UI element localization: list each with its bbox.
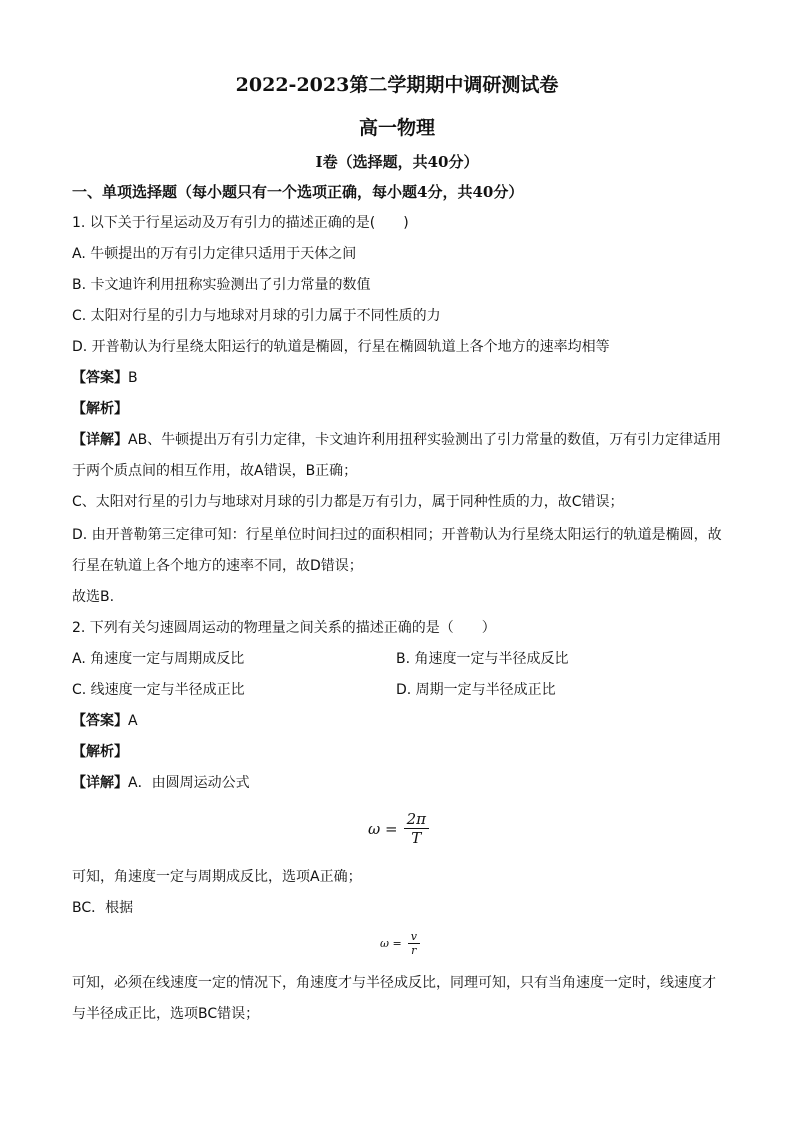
q2-option-b: B. 角速度一定与半径成反比 bbox=[396, 651, 569, 667]
detail-label: 【详解】 bbox=[72, 432, 128, 448]
q2-stem: 2. 下列有关匀速圆周运动的物理量之间关系的描述正确的是（ ） bbox=[72, 620, 496, 636]
q2-option-a: A. 角速度一定与周期成反比 bbox=[72, 651, 245, 667]
formula-lhs: ω = bbox=[380, 937, 402, 950]
formula-lhs: ω = bbox=[368, 819, 398, 838]
formula-numerator: v bbox=[408, 930, 420, 944]
q1-conclusion: 故选B. bbox=[72, 589, 115, 605]
q2-detail-row-2: 可知，角速度一定与周期成反比，选项A正确； bbox=[72, 869, 362, 885]
q1-answer-value: B bbox=[128, 370, 138, 386]
section-heading: 一、单项选择题（每小题只有一个选项正确，每小题4分，共40分） bbox=[72, 183, 524, 201]
part-heading: Ⅰ卷（选择题，共40分） bbox=[315, 153, 479, 171]
q1-option-d: D. 开普勒认为行星绕太阳运行的轨道是椭圆，行星在椭圆轨道上各个地方的速率均相等 bbox=[72, 339, 610, 355]
q2-detail-row-3: BC．根据 bbox=[72, 900, 134, 916]
answer-label: 【答案】 bbox=[72, 370, 128, 386]
q2-detail-row-5: 与半径成正比，选项BC错误； bbox=[72, 1006, 260, 1022]
q2-detail-row-1 bbox=[72, 773, 250, 793]
formula-denominator: T bbox=[411, 829, 422, 847]
q2-answer-row bbox=[72, 711, 138, 731]
q1-answer-row bbox=[72, 368, 138, 388]
q1-detail-row-3: C、太阳对行星的引力与地球对月球的引力都是万有引力，属于同种性质的力，故C错误； bbox=[72, 494, 624, 510]
q1-detail-text: AB、牛顿提出万有引力定律，卡文迪许利用扭秤实验测出了引力常量的数值，万有引力定律适用 bbox=[128, 432, 722, 448]
q2-detail-row-4: 可知，必须在线速度一定的情况下，角速度才与半径成反比，同理可知，只有当角速度一定时，线速度才 bbox=[72, 975, 716, 991]
q2-detail-text: A．由圆周运动公式 bbox=[128, 775, 250, 791]
answer-label: 【答案】 bbox=[72, 713, 128, 729]
analysis-label: 【解析】 bbox=[72, 401, 128, 417]
q1-option-b: B. 卡文迪许利用扭称实验测出了引力常量的数值 bbox=[72, 277, 371, 293]
formula-omega-velocity bbox=[380, 930, 420, 957]
q1-stem: 1. 以下关于行星运动及万有引力的描述正确的是( ) bbox=[72, 215, 409, 231]
q1-analysis-label bbox=[72, 399, 128, 419]
q2-analysis-label bbox=[72, 742, 128, 762]
exam-title: 2022-2023第二学期期中调研测试卷 bbox=[235, 74, 559, 96]
q2-answer-value: A bbox=[128, 713, 138, 729]
formula-fraction bbox=[404, 810, 429, 847]
detail-label: 【详解】 bbox=[72, 775, 128, 791]
q1-option-a: A. 牛顿提出的万有引力定律只适用于天体之间 bbox=[72, 246, 357, 262]
q2-option-c: C. 线速度一定与半径成正比 bbox=[72, 682, 245, 698]
subject-title: 高一物理 bbox=[358, 117, 435, 139]
q1-option-c: C. 太阳对行星的引力与地球对月球的引力属于不同性质的力 bbox=[72, 308, 441, 324]
analysis-label: 【解析】 bbox=[72, 744, 128, 760]
formula-denominator: r bbox=[411, 944, 417, 957]
q1-detail-row-2: 于两个质点间的相互作用，故A错误，B正确； bbox=[72, 463, 358, 479]
q1-detail-row-1 bbox=[72, 430, 721, 450]
formula-omega-period bbox=[368, 810, 429, 847]
q1-detail-row-4: D. 由开普勒第三定律可知：行星单位时间扫过的面积相同；开普勒认为行星绕太阳运行的轨道是椭圆，故 bbox=[72, 527, 722, 543]
q2-option-d: D. 周期一定与半径成正比 bbox=[396, 682, 556, 698]
formula-numerator: 2π bbox=[404, 810, 429, 829]
q1-detail-row-5: 行星在轨道上各个地方的速率不同，故D错误； bbox=[72, 558, 363, 574]
formula-fraction bbox=[408, 930, 420, 957]
